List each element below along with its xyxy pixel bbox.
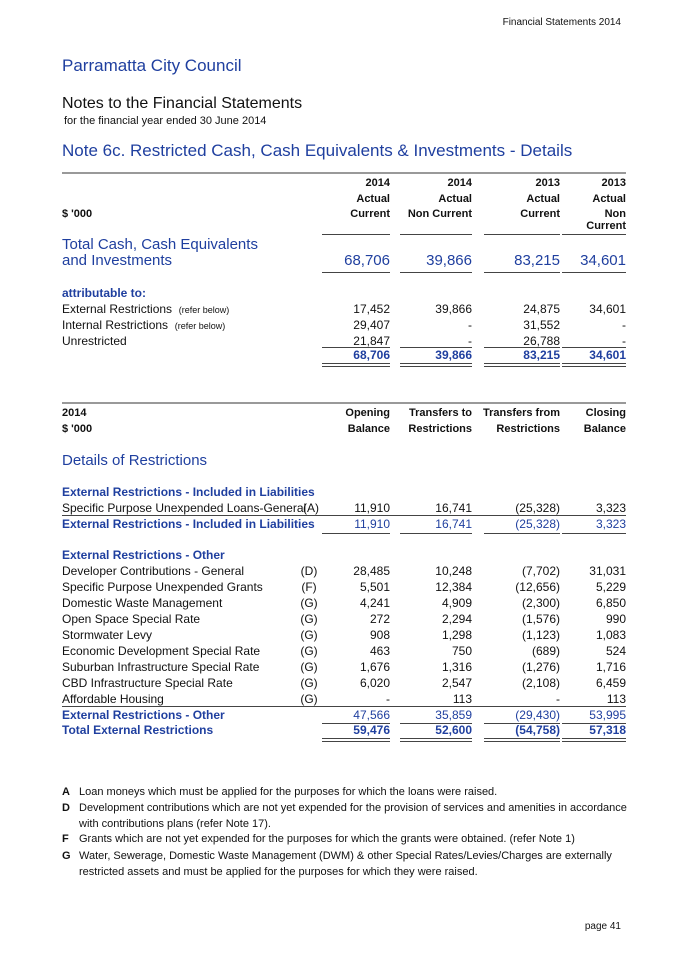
row-label: Unrestricted	[62, 334, 127, 348]
page-number: page 41	[584, 921, 621, 932]
row-code: (D)	[300, 564, 318, 578]
table-row	[62, 612, 626, 628]
col-head: Actual	[592, 193, 626, 205]
cell: -	[556, 692, 560, 706]
footnote-text: Loan moneys which must be applied for the purposes for which the loans were raised.	[79, 786, 498, 798]
row-label-text: Internal Restrictions	[62, 318, 169, 332]
notes-title: Notes to the Financial Statements	[62, 95, 303, 112]
col-double-rule	[322, 363, 390, 367]
total-cash-value: 68,706	[344, 252, 390, 269]
cell: 5,501	[359, 580, 390, 594]
cell: 2,294	[441, 612, 472, 626]
cell: -	[468, 334, 472, 348]
table2-top-rule	[62, 402, 626, 404]
council-name: Parramatta City Council	[62, 56, 242, 75]
cell: -	[468, 318, 472, 332]
col-rule	[322, 272, 390, 273]
cell: 31,552	[523, 318, 560, 332]
cell: 24,875	[523, 302, 560, 316]
row-label: Developer Contributions - General	[62, 564, 245, 578]
cell: 21,847	[353, 334, 390, 348]
cell: 11,910	[354, 501, 390, 515]
cell: 16,741	[435, 501, 472, 515]
col-double-rule	[562, 738, 626, 742]
grand-total-label: Total External Restrictions	[62, 723, 214, 737]
subtotal-cell: 47,566	[353, 708, 390, 722]
row-label: Open Space Special Rate	[62, 612, 201, 626]
row-note: (refer below)	[174, 321, 226, 331]
table-row	[62, 644, 626, 660]
sum-cell: 83,215	[523, 348, 560, 362]
row-code: (A)	[303, 501, 319, 515]
year-label: 2014	[62, 407, 87, 419]
row-code: (G)	[300, 612, 318, 626]
footnote-text: Grants which are not yet expended for the purposes for which the grants were obtained. (refer Note 1)	[79, 833, 575, 845]
cell: 463	[369, 644, 390, 658]
row-rule	[62, 706, 626, 707]
grand-total-cell: (54,758)	[515, 723, 560, 737]
col-rule	[484, 272, 560, 273]
table2-head-row1	[62, 407, 626, 423]
row-label: Domestic Waste Management	[62, 596, 223, 610]
col-head: Restrictions	[408, 423, 472, 435]
liab-total-row	[62, 517, 626, 533]
row-label	[62, 318, 225, 332]
col-head: Transfers to	[409, 407, 472, 419]
cell: 3,323	[595, 501, 626, 515]
subtotal-cell: 11,910	[354, 517, 390, 531]
table-row	[62, 596, 626, 612]
cell: 12,384	[435, 580, 472, 594]
cell: 750	[451, 644, 472, 658]
col-head: Opening	[345, 407, 390, 419]
table-row	[62, 628, 626, 644]
table1-head-row2	[62, 193, 626, 209]
attributable-label: attributable to:	[62, 286, 146, 300]
cell: -	[622, 318, 626, 332]
row-code: (G)	[300, 692, 318, 706]
cell: (1,276)	[521, 660, 560, 674]
col-head: Current	[350, 208, 390, 220]
cell: 272	[369, 612, 390, 626]
cell: 29,407	[353, 318, 390, 332]
details-title: Details of Restrictions	[62, 452, 208, 469]
row-code: (G)	[300, 676, 318, 690]
row-code: (G)	[300, 644, 318, 658]
cell: 34,601	[589, 302, 626, 316]
cell: 6,020	[359, 676, 390, 690]
cell: (7,702)	[521, 564, 560, 578]
unit-label: $ '000	[62, 423, 93, 435]
cell: (1,123)	[521, 628, 560, 642]
subtotal-label: External Restrictions - Other	[62, 708, 225, 722]
col-head: Restrictions	[496, 423, 560, 435]
total-cash-label: Total Cash, Cash Equivalents	[62, 236, 258, 253]
table1-head-row1	[62, 177, 626, 193]
footnote-key: D	[62, 802, 70, 814]
total-cash-row	[62, 252, 626, 272]
cell: 39,866	[435, 302, 472, 316]
table-row	[62, 580, 626, 596]
col-rule	[400, 533, 472, 534]
cell: 113	[606, 692, 626, 706]
col-head: 2014	[365, 177, 390, 189]
footnote	[62, 784, 632, 800]
details-title-row	[62, 452, 626, 472]
row-rule	[62, 515, 626, 516]
row-code: (G)	[300, 596, 318, 610]
row-code: (G)	[300, 628, 318, 642]
grand-total-row	[62, 723, 626, 739]
unit-label: $ '000	[62, 208, 93, 220]
col-head: Actual	[438, 193, 472, 205]
col-head: 2014	[447, 177, 472, 189]
footnote-text: Development contributions which are not yet expended for the provision of services and amenities in accordance with contributions plans (refer Note 17).	[79, 802, 627, 830]
cell: 1,716	[595, 660, 626, 674]
cell: 6,850	[595, 596, 626, 610]
table2-head-row2	[62, 423, 626, 439]
col-rule	[322, 533, 390, 534]
col-head: Non Current	[586, 208, 626, 232]
footnote-text: Water, Sewerage, Domestic Waste Management (DWM) & other Special Rates/Levies/Charges are externally restricted assets and must be applied for the purposes for which they were raised.	[79, 850, 612, 878]
col-head: Actual	[356, 193, 390, 205]
grand-total-cell: 59,476	[353, 723, 390, 737]
table1-sum-row	[62, 348, 626, 364]
col-double-rule	[322, 738, 390, 742]
row-label: Economic Development Special Rate	[62, 644, 261, 658]
col-double-rule	[484, 363, 560, 367]
row-label: Specific Purpose Unexpended Loans-General	[62, 501, 307, 515]
cell: 10,248	[435, 564, 472, 578]
table1-top-rule	[62, 172, 626, 174]
table-row	[62, 318, 626, 334]
other-total-row	[62, 708, 626, 724]
col-rule	[484, 234, 560, 235]
note-title: Note 6c. Restricted Cash, Cash Equivalents & Investments - Details	[62, 141, 573, 160]
cell: (1,576)	[521, 612, 560, 626]
cell: (25,328)	[515, 501, 560, 515]
footnote	[62, 800, 632, 832]
cell: 4,241	[359, 596, 390, 610]
col-rule	[400, 234, 472, 235]
row-label: Stormwater Levy	[62, 628, 153, 642]
table-row	[62, 660, 626, 676]
footnote-key: F	[62, 833, 69, 845]
cell: -	[622, 334, 626, 348]
col-head: Current	[520, 208, 560, 220]
subtotal-cell: (25,328)	[515, 517, 560, 531]
row-label: Specific Purpose Unexpended Grants	[62, 580, 263, 594]
cell: -	[386, 692, 390, 706]
other-title-row	[62, 548, 626, 564]
footnote	[62, 848, 632, 880]
col-rule	[322, 234, 390, 235]
col-double-rule	[562, 363, 626, 367]
subtotal-cell: 3,323	[595, 517, 626, 531]
row-label: Suburban Infrastructure Special Rate	[62, 660, 260, 674]
row-label-text: External Restrictions	[62, 302, 173, 316]
col-rule	[562, 272, 626, 273]
row-label	[62, 302, 229, 316]
notes-subtitle: for the financial year ended 30 June 2014	[64, 115, 267, 127]
document-header: Financial Statements 2014	[502, 17, 621, 28]
subtotal-cell: (29,430)	[515, 708, 560, 722]
cell: 524	[605, 644, 626, 658]
col-double-rule	[400, 738, 472, 742]
row-label: CBD Infrastructure Special Rate	[62, 676, 233, 690]
row-code: (G)	[300, 660, 318, 674]
col-head: Balance	[583, 423, 626, 435]
cell: 2,547	[441, 676, 472, 690]
col-head: Balance	[347, 423, 390, 435]
col-head: Actual	[526, 193, 560, 205]
cell: 1,083	[595, 628, 626, 642]
cell: 28,485	[353, 564, 390, 578]
subtotal-label: External Restrictions - Included in Liabilities	[62, 517, 315, 531]
cell: (12,656)	[515, 580, 560, 594]
grand-total-cell: 52,600	[435, 723, 472, 737]
row-label: Affordable Housing	[62, 692, 164, 706]
footnote-key: G	[62, 850, 71, 862]
attributable-row	[62, 286, 626, 302]
col-head: 2013	[535, 177, 560, 189]
table-row	[62, 302, 626, 318]
total-cash-value: 39,866	[426, 252, 472, 269]
cell: 1,298	[441, 628, 472, 642]
col-double-rule	[400, 363, 472, 367]
row-code: (F)	[301, 580, 317, 594]
cell: 26,788	[523, 334, 560, 348]
sum-cell: 39,866	[435, 348, 472, 362]
footnote-key: A	[62, 786, 70, 798]
section-title: External Restrictions - Other	[62, 548, 225, 562]
cell: 990	[605, 612, 626, 626]
col-double-rule	[484, 738, 560, 742]
cell: (689)	[531, 644, 560, 658]
col-rule	[562, 533, 626, 534]
table-row	[62, 676, 626, 692]
cell: 908	[369, 628, 390, 642]
cell: 17,452	[353, 302, 390, 316]
table1-head-row3	[62, 208, 626, 232]
section-title: External Restrictions - Included in Liabilities	[62, 485, 315, 499]
table-row	[62, 564, 626, 580]
sum-cell: 68,706	[353, 348, 390, 362]
total-cash-value: 83,215	[514, 252, 560, 269]
col-head: 2013	[601, 177, 626, 189]
cell: (2,108)	[521, 676, 560, 690]
col-rule	[400, 272, 472, 273]
row-note: (refer below)	[178, 305, 230, 315]
col-head: Closing	[585, 407, 626, 419]
liab-title-row	[62, 485, 626, 501]
grand-total-cell: 57,318	[589, 723, 626, 737]
cell: 1,676	[359, 660, 390, 674]
col-rule	[562, 234, 626, 235]
sum-cell: 34,601	[589, 348, 626, 362]
footnote	[62, 831, 632, 847]
total-cash-value: 34,601	[580, 252, 626, 269]
col-head: Transfers from	[482, 407, 560, 419]
cell: 4,909	[441, 596, 472, 610]
cell: 31,031	[589, 564, 626, 578]
col-head: Non Current	[407, 208, 472, 220]
cell: 5,229	[595, 580, 626, 594]
cell: 113	[452, 692, 472, 706]
col-rule	[484, 533, 560, 534]
cell: (2,300)	[521, 596, 560, 610]
cell: 1,316	[441, 660, 472, 674]
subtotal-cell: 16,741	[435, 517, 472, 531]
cell: 6,459	[595, 676, 626, 690]
total-cash-label-2: and Investments	[62, 252, 173, 269]
subtotal-cell: 35,859	[435, 708, 472, 722]
subtotal-cell: 53,995	[589, 708, 626, 722]
